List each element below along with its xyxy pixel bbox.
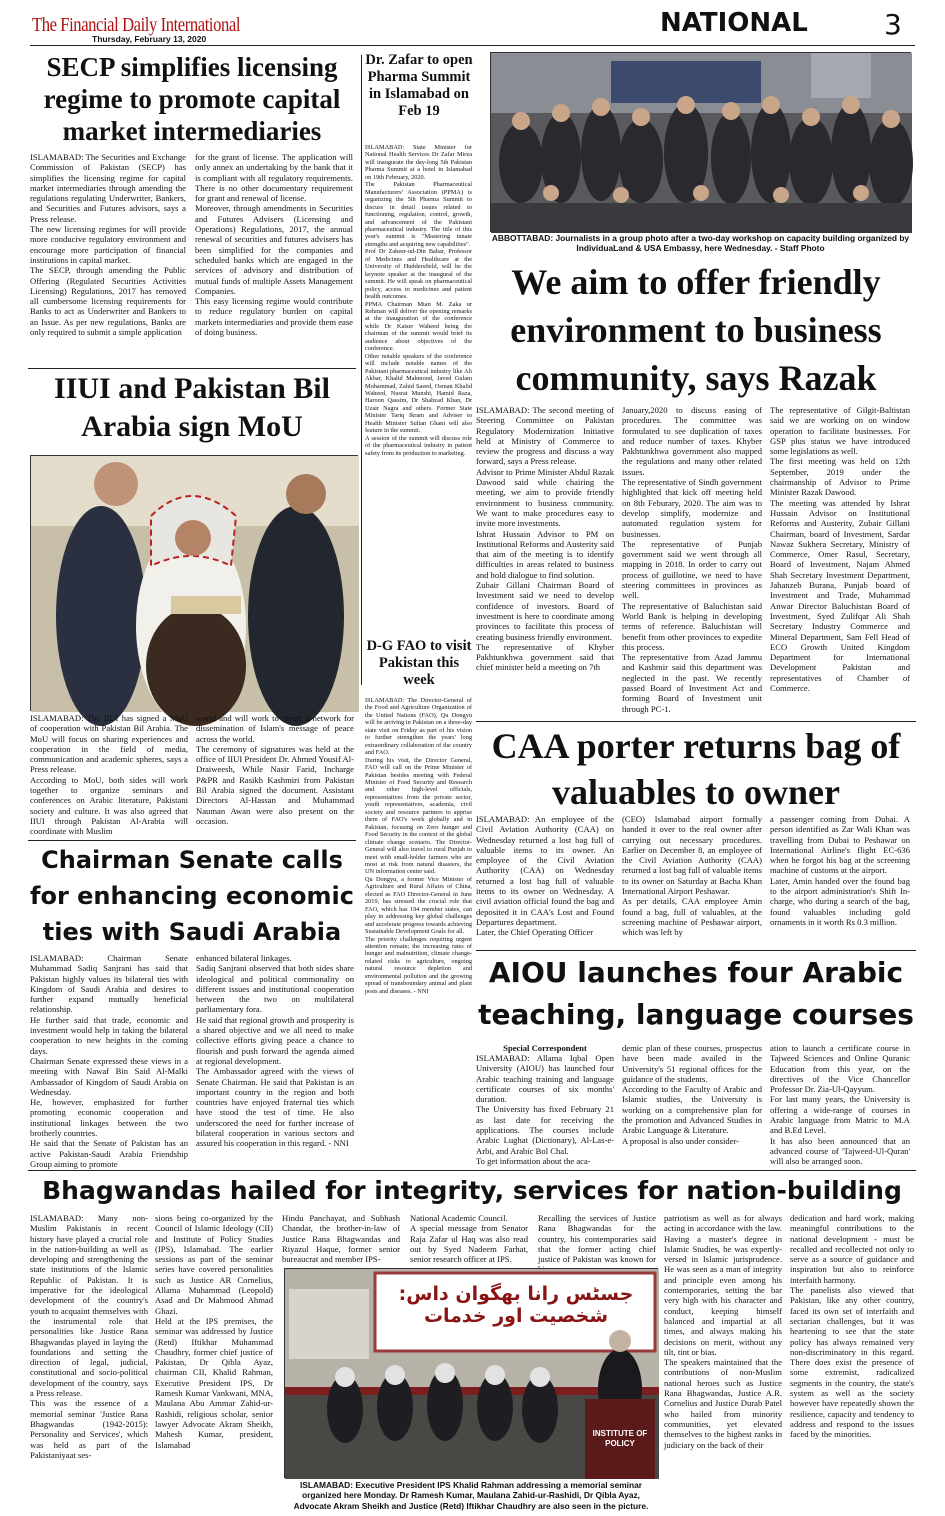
- razak-body-col1: ISLAMABAD: The second meeting of Steering Committee on Pakistan Regulatory Modernization Initiative held at Ministry of Commerce to review the progress and discuss a way forward, says a Press release. Advisor to Prime Minister Abdul Razak Dawood said while chairing the meeting, we aim to provide friendly environment to business community. We want to make procedures easy to invite more investments. Ishrat Hussain Advisor to PM on Institutional Reforms and Austerity said that aim of the meeting is to identify difficulties in areas related to business and hold dialogue to find solution. Zubair Gillani Chairman Board of Investment said we need to develop confidence of investors. Board of investment is here to coordinate among provinces to facilitate this process of creating business friendly environment. The representative of Khyber Pakhtunkhwa government said that chief minister held a meeting on 7th: [476, 405, 614, 673]
- iiui-top-rule: [28, 368, 356, 369]
- caa-top-rule: [476, 721, 916, 722]
- bhagwandas-body-col2: sions being co-organized by the Council of Islamic Ideology (CII) and Institute of Policy Studies (IPS), Islamabad. The earlier sessions as part of the seminar series have covered personalities such as Justice AR Cornelius, Allama Muhammad (Leopold) Asad and Dr Mahmood Ahmad Ghazi. Held at the IPS premises, the seminar was addressed by Justice (Retd) Iftikhar Muhammad Chaudhry, former chief justice of Pakistan, Dr Qibla Ayaz, chairman CII, Khalid Rahman, Executive President IPS, Dr Ramesh Kumar Vankwani, MNA, Maulana Abu Ammar Zahid-ur-Rashidi, religious scholar, senior lawyer Advocate Akram Sheikh, Mahesh Kumar, president, Islamabad: [155, 1213, 273, 1450]
- bhagwandas-body-col4: National Academic Council. A special message from Senator Raja Zafar ul Haq was also read out by Syed Nadeem Farhat, senior research officer at IPS.: [410, 1213, 528, 1265]
- aiou-body-col2: demic plan of these courses, prospectus have been made availed in the University's 51 regional offices for the guidance of the students. According to the Faculty of Arabic and Islamic studies, the University is working on a comprehensive plan for the promotion and Advanced Studies in Arabic Language & Literature. A proposal is also under consider-: [622, 1043, 762, 1146]
- bhagwandas-body-col5: Recalling the services of Justice Rana Bhagwandas for the country, his contemporaries said that the former acting chief justice of Pakistan was known for: [538, 1213, 656, 1265]
- bhagwandas-headline: Bhagwandas hailed for integrity, services for nation-building: [42, 1176, 902, 1205]
- senate-top-rule: [28, 840, 356, 841]
- senate-headline: Chairman Senate calls for enhancing economic ties with Saudi Arabia: [30, 846, 354, 946]
- column-divider: [361, 55, 362, 685]
- aiou-byline: Special Correspondent: [503, 1043, 587, 1053]
- mou-photo: [30, 455, 358, 711]
- razak-body-col2: January,2020 to discuss easing of procedures. The committee was formulated to see duplication of taxes and reduce number of taxes. Khyber Pakhtunkhwa government also mapped the regulations and many other related issues. The representative of Sindh government highlighted that kick off meeting held on 8th Feburary, 2020. The aim was to develop simplify, modernize and automated regulation system for businesses. The representative of Punjab government said we went through all mapping in 2018. In order to carry out process of guillotine, we need to have steering committees in provinces as well. The representative of Baluchistan said World Bank is helping in developing terms of reference. Baluchistan will benefit from other provinces to expedite this process. The representative from Azad Jammu and Kashmir said this department was neglected in the past. We recently passed Board of Investment Act and forming Board of Investment unit through PC-1.: [622, 405, 762, 714]
- bhagwandas-top-rule: [28, 1170, 916, 1171]
- secp-body-col1: ISLAMABAD: The Securities and Exchange Commission of Pakistan (SECP) has simplifies the licensing regime for capital market intermediaries through amending the regulations regulating Underwriter, Bankers, and Securities and Futures advisors, says a Press release. The new licensing regimes for will provide more conducive regulatory environment and encourage more participation of financial institutions in capital market. The SECP, through amending the Public Offering (Regulated Securities Activities Licensing) Regulations, 2017 has removed all cumbersome licensing requirements for Banks to act as Underwriter and Bankers to an Issue. As per new regulations, Banks are only required to submit a simple application: [30, 152, 186, 338]
- aiou-top-rule: [476, 950, 916, 951]
- group-photo-image: [491, 53, 912, 233]
- aiou-headline: AIOU launches four Arabic teaching, language courses: [478, 956, 914, 1031]
- section-name: NATIONAL: [660, 8, 808, 38]
- caa-body-col3: a passenger coming from Dubai. A person identified as Zar Wali Khan was travelling from Dubai to Peshawar on International Airline's flight EC-636 when he forgot his bag at the screening machine of customs at the airport. Later, Amin handed over the found bag to the airport administration's Shift In-charge, who during a search of the bag, found valuables including gold ornaments in it worth Rs 0.3 million.: [770, 814, 910, 927]
- iiui-body-col1: ISLAMABAD: The IIUI has signed a MoU of cooperation with Pakistan Bil Arabia. The MoU will focus on sharing experiences and cooperation in the field of media, communication and academic spheres, says a Press release. According to MoU, both sides will work together to organize seminars and conferences on Arabic literature, Pakistani society and culture. It was also agreed that IIUI through Pakistan Al-Arabia will coordinate with Muslim: [30, 713, 188, 837]
- bhagwandas-body-col6: patriotism as well as for always acting in accordance with the law. Having a master's degree in Islamic Studies, he was expertly-versed in Islamic jurisprudence. He was seen as a man of integrity and principle even among his contemporaries, setting the bar very high with his character and conduct, keeping himself balanced and impartial at all times, and always making his decisions on merit, without any tilt, tint or bias. The speakers maintained that the contributions of non-Muslim national heroes such as Justice Rana Bhagwandas, Justice A.R. Cornelius and Justice Durab Patel who hailed from minority communities, yet elevated themselves to the highest ranks in judiciary on the back of their: [664, 1213, 782, 1450]
- page-number: 3: [884, 8, 902, 41]
- caa-headline: CAA porter returns bag of valuables to owner: [491, 726, 901, 812]
- senate-body-col2: enhanced bilateral linkages. Sadiq Sanjrani observed that both sides share ideological and political commonality on different issues and institutional cooperation between the two on multilateral parliamentary fora. He said that regional growth and prosperity is a shared objective and we all need to make collective efforts giving peace a chance to flourish and push forward the agenda aimed at regional development. The Ambassador agreed with the views of Senate Chairman. He said that Pakistan is an important country in the region and both countries have enjoyed fraternal ties which have stood the test of time. He also underscored the need for further increase of bilateral cooperation in various sectors and assured his cooperation in this regard. - NNI: [196, 953, 354, 1149]
- iiui-body-col2: world and will work to create a network for dissemination of Islam's message of peace across the world. The ceremony of signatures was held at the office of IIUI President Dr. Ahmed Yousif Al-Draiweesh, While Nasir Farid, Incharge P&PR and Rasikh Kashmiri from Pakistan Bil Arabia signed the document. Assistant Directors Al-Hassan and Muhammad Nauman Awan were also present on the occasion.: [196, 713, 354, 826]
- aiou-body-col1: ISLAMABAD: Allama Iqbal Open University (AIOU) has launched four Arabic teaching training and language certificate courses of six months' duration. The University has fixed February 21 as last date for receiving the applications. The courses include Arabic Lughat (Dictionary), Al-Las-e-Arbi, and Arabic Bol Chal. To get information about the aca-: [476, 1053, 614, 1166]
- secp-body-col2: for the grant of license. The application will only annex an undertaking by the bank that it is compliant with all regulatory requirements. There is no other documentary requirement for grant and renewal of license. Moreover, through amendments in Securities and Futures Advisers (Licensing and Operations) Regulations, 2017, the annual renewal of securities and futures advisers has been simplified for the companies and scheduled banks which are engaged in the services of advisory and distribution of mutual funds of multiple Assets Management Companies. This easy licensing regime would contribute to reduce regulatory burden on capital markets intermediaries and provide them ease of doing business.: [195, 152, 353, 338]
- pharma-body: ISLAMABAD: State Minister for National Health Services Dr Zafar Mirza will inaugurate the day-long 5th Pakistan Pharma Summit at a hotel in Islamabad on 19th February, 2020. The Pakistan Pharmaceutical Manufacturers' Association (PPMA) is organizing the 5th Pharma Summit to discuss in detail issues related to functioning, regulation, control, growth, and advancement of the Pakistani pharmaceutical industry. The title of this year's summit is "Mastering innate strengths and acquiring new capabilities". Prof Dr Zaheer-ud-Din Babar, Professor of Medicines and Healthcare at the University of Huddersfield, will be the keynote speaker at the inaugural of the summit. He will speak on pharmaceutical policy, access to medicines and patient health outcomes. PPMA Chairman Mian M. Zaka ur Rehman will deliver the opening remarks at the inauguration of the conference while Dr Kaiser Waheed being the chairman of the summit would brief its audience about objectives of the conference. Other notable speakers of the conference will include notable names of the Pakistani pharmaceutical industry like Ali Akbar, Khalid Mahmood, Javed Gulam Mohammad, Zahid Saeed, Osman Khalid Waheed, Nusrat Munshi, Hamid Raza, Haroon Qassim, Dr Shahzad Khan, Dr Uzair Nagra and others. Former State Minister Tariq Ikram and Adviser to Health Minister Sultan Ghani will also feature in the summit. A session of the summit will discuss role of the pharmaceutical industry in patient safety from its production to marketing.: [365, 144, 472, 457]
- seminar-banner-text: جسٹس رانا بھگوان داس: شخصیت اور خدمات: [398, 1283, 634, 1327]
- aiou-body-col3: ation to launch a certificate course in Tajweed Sciences and Online Quranic Education from this year, on the directives of the Vice Chancellor Professor Dr. Zia-Ul-Qayyum. For last many years, the University is offering a wide-range of courses in Arabic language from Matric to M.A and B.Ed Level. It has also been announced that an advanced course of 'Tajweed-Ul-Quran' will also be arranged soon.: [770, 1043, 910, 1167]
- paper-name: The Financial Daily International: [32, 14, 241, 36]
- secp-headline: SECP simplifies licensing regime to promote capital market intermediaries: [43, 52, 341, 146]
- razak-headline: We aim to offer friendly environment to business community, says Razak: [510, 262, 882, 398]
- pharma-headline: Dr. Zafar to open Pharma Summit in Islamabad on Feb 19: [365, 52, 473, 119]
- mou-photo-image: [31, 456, 359, 712]
- group-photo-caption: ABBOTTABAD: Journalists in a group photo after a two-day workshop on capacity building organized by IndividuaLand & USA Embassy, here Wednesday. - Staff Photo: [491, 233, 910, 254]
- masthead: [0, 0, 945, 48]
- podium-label: INSTITUTE OF POLICY: [592, 1429, 648, 1448]
- iiui-headline: IIUI and Pakistan Bil Arabia sign MoU: [54, 372, 330, 443]
- bhagwandas-body-col7: dedication and hard work, making meaningful contributions to the national development - must be recalled and recollected not only to serve as a source of guidance and inspiration but also to reinforce interfaith harmony. The panelists also viewed that Pakistan, like any other country, faced its own set of interfaith and sectarian challenges, but it was heartening to see that the state policy has always remained very non-discriminatory in this regard. There does exist the presence of some extremist, radicalized segments in the country, the state's system as well as the society however have repeatedly shown the resilience, capacity and tendency to address and respond to the issues faced by the minorities.: [790, 1213, 914, 1440]
- senate-body-col1: ISLAMABAD: Chairman Senate Muhammad Sadiq Sanjrani has said that Pakistan highly values its bilateral ties with Kingdom of Saudi Arabia and desires to further expand mutually beneficial relationship. He further said that trade, economic and investment would help in taking the bilateral cooperation to new heights in the coming days. Chairman Senate expressed these views in a meeting with Nawaf Bin Said Al-Malki Ambassador of Kingdom of Saudi Arabia on Wednesday. He, however, emphasized for further promoting economic cooperation and institutional linkages between the two brotherly countries. He said that the Senate of Pakistan has an active Pakistan-Saudi Arabia Friendship Group aiming to promote: [30, 953, 188, 1169]
- razak-body-col3: The representative of Gilgit-Baltistan said we are working on on window operation to facilitate businesses. For GSP plus status we have introduced some legislations as well. The first meeting was held on 12th September, 2019 under the chairmanship of Advisor to Prime Minister Razak Dawood. The meeting was attended by Ishrat Hussain Advisor on Institutional Reforms and Austerity, Zubair Gillani Chairman, board of Investment, Sardar Nawaz Sukhera Secretary, Ministry of Commerce, Omer Rasul, Secretary, Board of Investment, Najam Ahmed Shah Secretary Investment Department, Jahanzeb Burana, Punjab board of Investment and Trade, Muhammad Anwar Director Baluchistan Board of Investment, Syed Zulifqar Ali Shah Secretary Industry Commerce and Mineral Department, Sam Fell Head of ECO Growth United Kingdom Department for International Development Pakistan and representatives of Chamber of Commerce.: [770, 405, 910, 694]
- seminar-photo-caption: ISLAMABAD: Executive President IPS Khalid Rahman addressing a memorial seminar organized here Monday. Dr Ramesh Kumar, Maulana Zahid-ur-Rashidi, Dr Qibla Ayaz, Advocate Akram Sheikh and Justice (Retd) Iftikhar Chaudhry are also seen in the picture.: [293, 1480, 649, 1511]
- fao-headline: D-G FAO to visit Pakistan this week: [366, 638, 472, 688]
- fao-body: ISLAMABAD: The Director-General of the Food and Agriculture Organization of the United Nations (FAO), Qu Dongyu will be arriving in Pakistan on a three-day state visit on Friday as part of his vision to further strengthen the years' long extraordinary collaboration of the country and FAO. During his visit, the Director General, FAO will call on the Prime Minister of Pakistan besides meeting with Federal Minister of Food Security and Research and other high-level officials, representatives from the private sector, youth representatives, academia, civil society and resource partners to apprise them of FAO's work globally and in Pakistan, focusing on Zero hunger and Food Security in the context of the global climate change scenario. The Director-General will also travel to rural Punjab to meet with small-holder farmers who are most at risk from natural disasters, the UN information center said. Qu Dongyu, a former Vice Minister of Agriculture and Rural Affairs of China, elected as FAO Director-General in June 2019, has stressed the crucial role that FAO, which has 194 member states, can play in addressing key global challenges and accelerate progress towards achieving Sustainable Development Goals for all. The priority challenges requiring urgent attention remain; the increasing rates of hunger and malnutrition, climate change-related risks to agriculture, ongoing natural resource depletion and environmental pollution and the growing spread of transboundary animal and plant pests and diseases. - NNI: [365, 697, 472, 995]
- seminar-photo: [284, 1268, 658, 1478]
- caa-body-col1: ISLAMABAD: An employee of the Civil Aviation Authority (CAA) on Wednesday returned a lost bag full of valuable items to its owner. An employee of the Civil Aviation Authority (CAA) on Wednesday returned a lost bag full of valuable items to its owner on Wednesday. A civil aviation official found the bag and deposited it in CAA's Lost and Found Departures department. Later, the Chief Operating Officer: [476, 814, 614, 938]
- bhagwandas-body-col3: Hindu Panchayat, and Subhash Chandar, the brother-in-law of Justice Rana Bhagwandas and Riyazul Haque, former senior bureaucrat and member IPS-: [282, 1213, 400, 1265]
- issue-date: Thursday, February 13, 2020: [92, 34, 207, 44]
- masthead-rule: [30, 45, 915, 46]
- bhagwandas-body-col1: ISLAMABAD: Many non-Muslim Pakistanis in recent history have played a crucial role in the nation-building as well as developing and strengthening the state institutions of the Islamic Republic of Pakistan. It is imperative for the ideological development of the country's youth to acquaint themselves with the instrumental role that personalities like Justice Rana Bhagwandas played in laying the foundations and setting the direction of legal, judicial, constitutional and socio-political development of the country, says a Press release. This was the essence of a memorial seminar 'Justice Rana Bhagwandas (1942-2015): Personality and Services', which was held as part of the Pakistaniyaat ses-: [30, 1213, 148, 1460]
- caa-body-col2: (CEO) Islamabad airport formally handed it over to the real owner after carrying out necessary procedures. Earlier on December 8, an employee of the Civil Aviation Authority (CAA) returned a lost bag full of valuable items to its owner on Saturday at Bacha Khan International Airport Peshawar. As per details, CAA employee Amin found a bag, full of valuables, at the screening machine of Peshawar airport, which was left by: [622, 814, 762, 938]
- group-photo: [490, 52, 911, 232]
